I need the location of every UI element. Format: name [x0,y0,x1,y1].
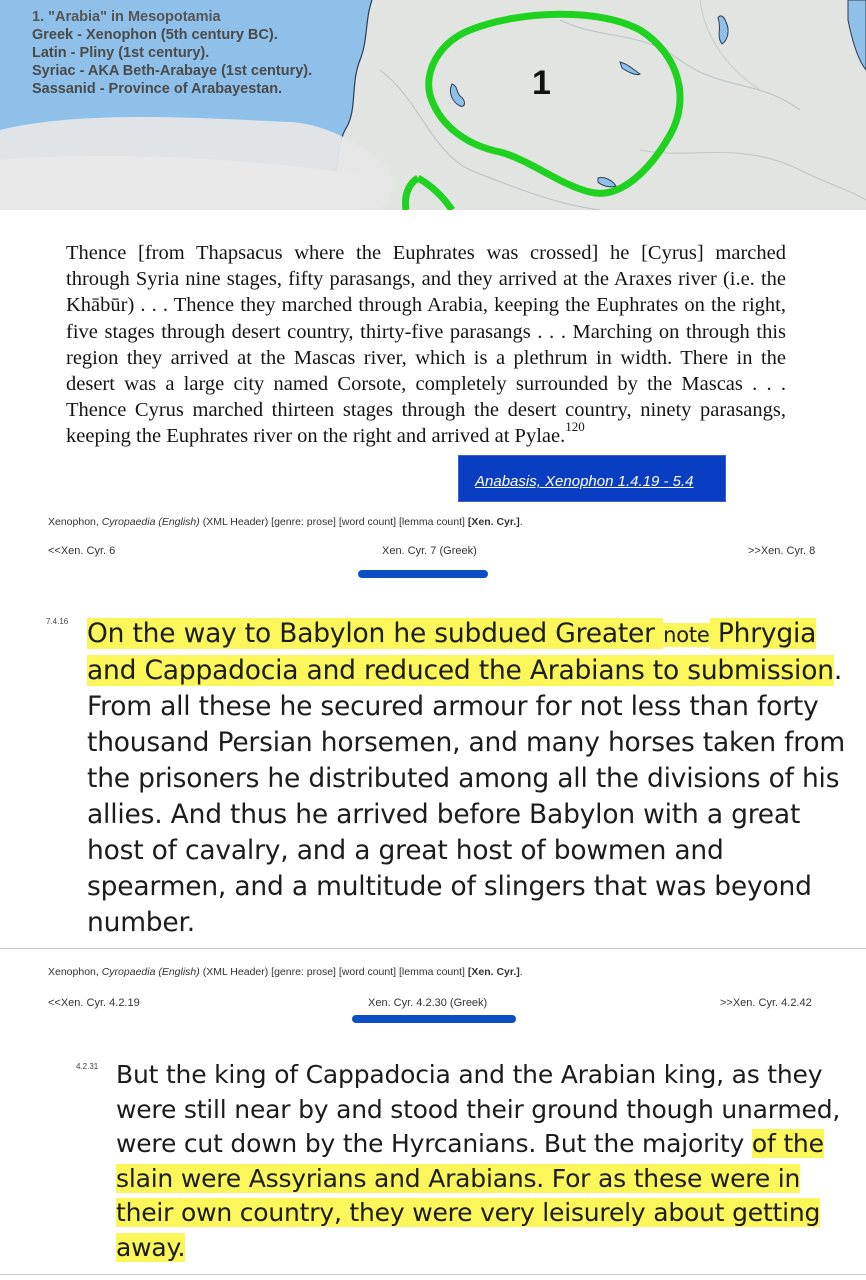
legend-line: Greek - Xenophon (5th century BC). [32,27,278,43]
footnote-marker: 120 [565,419,585,435]
work-title-link[interactable]: Cyropaedia (English) [101,516,200,528]
legend-line: 1. "Arabia" in Mesopotamia [32,9,221,25]
source-badge[interactable] [458,455,726,502]
divider [0,948,866,949]
active-tab-indicator [358,570,488,578]
active-tab-indicator [352,1015,516,1023]
current-section[interactable]: Xen. Cyr. 4.2.30 (Greek) [368,997,488,1009]
section-number: 4.2.31 [76,1062,99,1071]
note-link[interactable]: note [663,623,710,647]
source-link[interactable]: Anabasis, Xenophon 1.4.19 - 5.4 [475,473,694,490]
work-title-link[interactable]: Cyropaedia (English) [101,966,200,978]
anabasis-quote [66,240,786,450]
legend-line: Latin - Pliny (1st century). [32,45,210,61]
passage-text: But the king of Cappadocia and the Arabian king, as they were still near by and stood their ground though unarmed, were cut down by the Hyrcanians. But the majority [116,1060,841,1158]
highlighted-text: On the way to Babylon he subdued Greater [87,618,655,649]
highlighted-text: of the slain were Assyrians and Arabians. For as these were in their own country, they were very leisurely about getting away. [116,1129,824,1262]
highlighted-text: Phrygia and Cappadocia and reduced the Arabians to submission [87,618,834,686]
cyropaedia-passage [116,1058,846,1265]
current-section[interactable]: Xen. Cyr. 7 (Greek) [382,545,477,557]
prev-link[interactable]: <<Xen. Cyr. 6 [48,545,116,557]
next-link[interactable]: >>Xen. Cyr. 8 [748,545,816,557]
legend-line: Syriac - AKA Beth-Arabaye (1st century). [32,63,313,79]
region-number: 1 [532,64,551,102]
legend-line: Sassanid - Province of Arabayestan. [32,81,283,97]
perseus-header: Xenophon, Cyropaedia (English) (XML Header) [genre: prose] [word count] [lemma count] [Xen. Cyr.]. [48,966,523,978]
cyropaedia-passage [87,616,847,941]
passage-text: . From all these he secured armour for not less than forty thousand Persian horsemen, and many horses taken from the prisoners he distributed among all the divisions of his allies. And thus he arrived before Babylon with a great host of cavalry, and a great host of bowmen and spearmen, and a multitude of slingers that was beyond number. [87,655,846,938]
map-legend [32,8,392,98]
divider [0,1274,866,1275]
next-link[interactable]: >>Xen. Cyr. 4.2.42 [720,997,812,1009]
prev-link[interactable]: <<Xen. Cyr. 4.2.19 [48,997,140,1009]
anabasis-text: Thence [from Thapsacus where the Euphrates was crossed] he [Cyrus] marched through Syria nine stages, fifty parasangs, and they arrived at the Araxes river (i.e. the Khābūr) . . . Thence they marched through Arabia, keeping the Euphrates on the right, five stages through desert country, thirty-five parasangs . . . Marching on through this region they arrived at the Mascas river, which is a plethrum in width. There in the desert was a large city named Corsote, completely surrounded by the Mascas . . . Thence Cyrus marched thirteen stages through the desert country, ninety parasangs, keeping the Euphrates river on the right and arrived at Pylae. [66,242,786,448]
section-number: 7.4.16 [46,617,69,626]
perseus-header: Xenophon, Cyropaedia (English) (XML Header) [genre: prose] [word count] [lemma count] [Xen. Cyr.]. [48,516,523,528]
